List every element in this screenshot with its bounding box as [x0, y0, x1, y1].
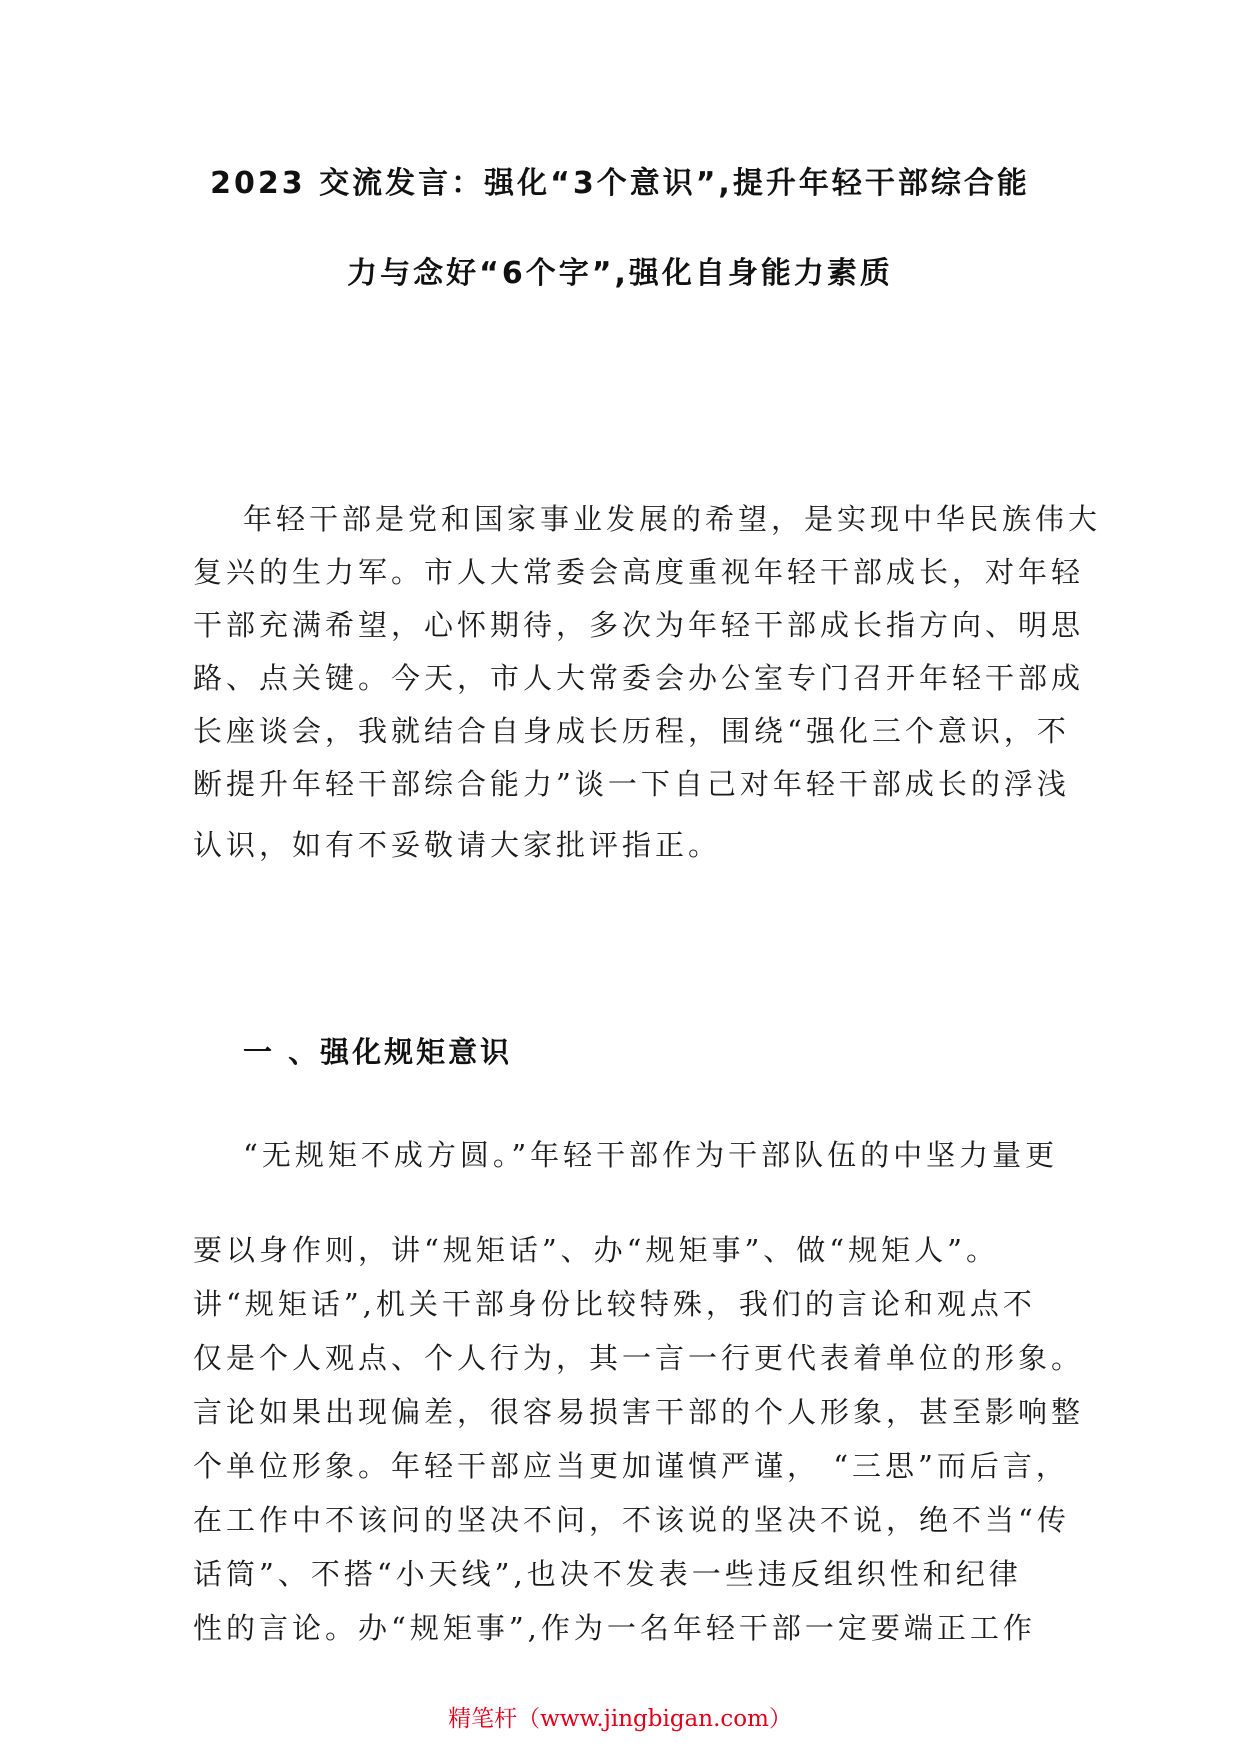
- body-line: 话筒”、不搭“小天线”,也决不发表一些违反组织性和纪律: [193, 1557, 1022, 1591]
- body-line: 仅是个人观点、个人行为，其一言一行更代表着单位的形象。: [193, 1341, 1085, 1375]
- document-title-line-1: 2023 交流发言：强化“3个意识”,提升年轻干部综合能: [210, 166, 1030, 201]
- body-line: “无规矩不成方圆。”年轻干部作为干部队伍的中坚力量更: [243, 1138, 1059, 1172]
- section-heading: 一 、强化规矩意识: [243, 1035, 513, 1069]
- footer-watermark-text: 精笔杆（www.jingbigan.com）: [448, 1706, 792, 1732]
- body-line: 要以身作则，讲“规矩话”、办“规矩事”、做“规矩人”。: [193, 1233, 999, 1267]
- intro-line: 认识，如有不妥敬请大家批评指正。: [193, 828, 722, 862]
- body-line: 言论如果出现偏差，很容易损害干部的个人形象，甚至影响整: [193, 1395, 1085, 1429]
- intro-line: 断提升年轻干部综合能力”谈一下自己对年轻干部成长的浮浅: [193, 767, 1070, 801]
- intro-line: 复兴的生力军。市人大常委会高度重视年轻干部成长，对年轻: [193, 555, 1085, 589]
- intro-line: 年轻干部是党和国家事业发展的希望，是实现中华民族伟大: [243, 502, 1102, 536]
- body-line: 性的言论。办“规矩事”,作为一名年轻干部一定要端正工作: [193, 1611, 1036, 1645]
- intro-line: 长座谈会，我就结合自身成长历程，围绕“强化三个意识，不: [193, 714, 1070, 748]
- document-title-line-2: 力与念好“6个字”,强化自身能力素质: [347, 256, 893, 291]
- body-line: 个单位形象。年轻干部应当更加谨慎严谨， “三思”而后言，: [193, 1449, 1069, 1483]
- body-line: 讲“规矩话”,机关干部身份比较特殊，我们的言论和观点不: [193, 1287, 1036, 1321]
- intro-line: 路、点关键。今天，市人大常委会办公室专门召开年轻干部成: [193, 661, 1085, 695]
- intro-line: 干部充满希望，心怀期待，多次为年轻干部成长指方向、明思: [193, 608, 1085, 642]
- body-line: 在工作中不该问的坚决不问，不该说的坚决不说，绝不当“传: [193, 1503, 1070, 1537]
